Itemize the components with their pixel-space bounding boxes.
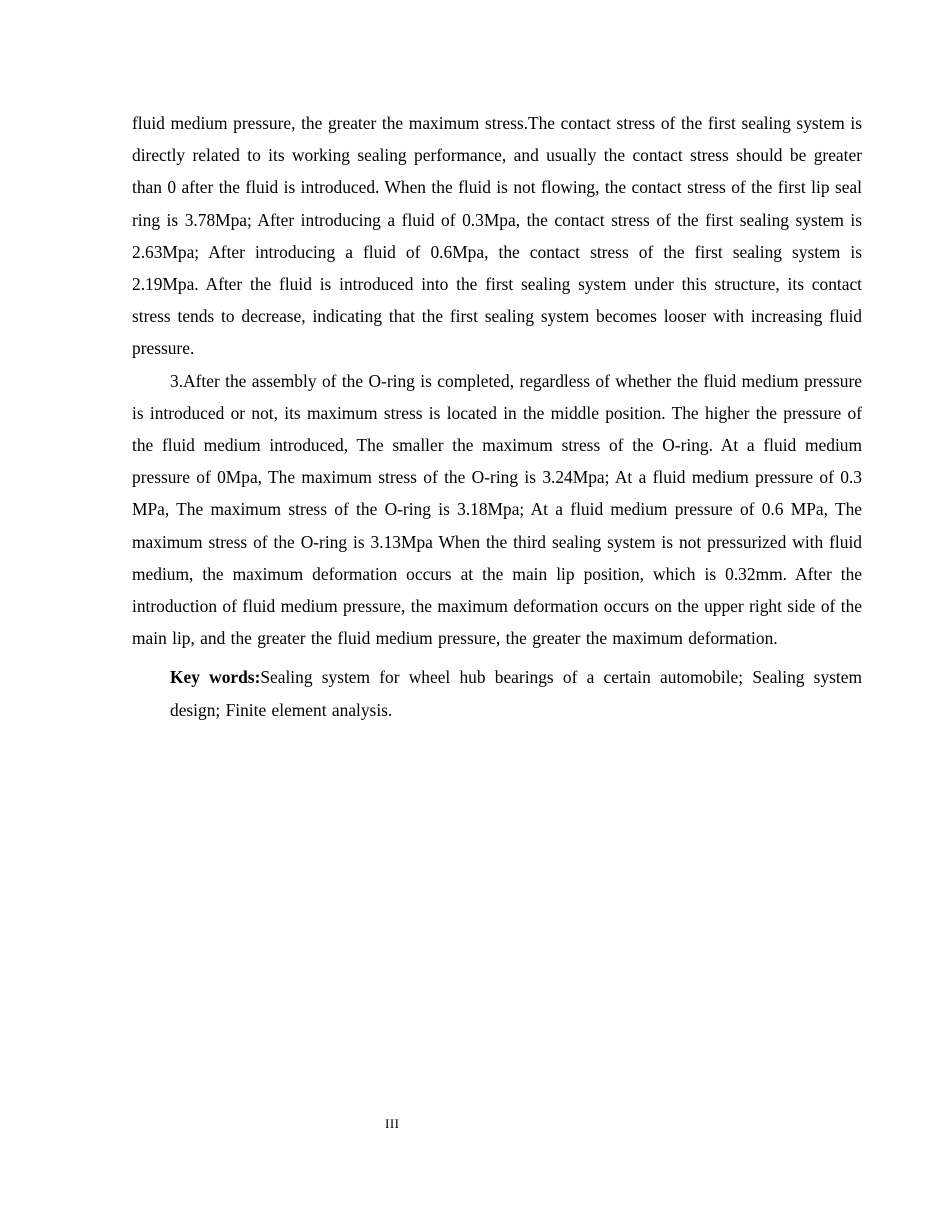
keywords-text: Sealing system for wheel hub bearings of a certain automobile; Sealing system design; Finite element analysis. xyxy=(170,667,862,720)
paragraph-fluid-pressure: fluid medium pressure, the greater the maximum stress.The contact stress of the first sealing system is directly related to its working sealing performance, and usually the contact stress should be greater than 0 after the fluid is introduced. When the fluid is not flowing, the contact stress of the first lip seal ring is 3.78Mpa; After introducing a fluid of 0.3Mpa, the contact stress of the first sealing system is 2.63Mpa; After introducing a fluid of 0.6Mpa, the contact stress of the first sealing system is 2.19Mpa. After the fluid is introduced into the first sealing system under this structure, its contact stress tends to decrease, indicating that the first sealing system becomes looser with increasing fluid pressure. xyxy=(132,113,862,359)
keywords xyxy=(170,661,862,725)
keywords-label: Key words: xyxy=(170,667,261,688)
document-body xyxy=(132,107,862,726)
page-number: III xyxy=(385,1116,400,1131)
paragraph-o-ring: 3.After the assembly of the O-ring is completed, regardless of whether the fluid medium pressure is introduced or not, its maximum stress is located in the middle position. The higher the pressure of the fluid medium introduced, The smaller the maximum stress of the O-ring. At a fluid medium pressure of 0Mpa, The maximum stress of the O-ring is 3.24Mpa; At a fluid medium pressure of 0.3 MPa, The maximum stress of the O-ring is 3.18Mpa; At a fluid medium pressure of 0.6 MPa, The maximum stress of the O-ring is 3.13Mpa When the third sealing system is not pressurized with fluid medium, the maximum deformation occurs at the main lip position, which is 0.32mm. After the introduction of fluid medium pressure, the maximum deformation occurs on the upper right side of the main lip, and the greater the fluid medium pressure, the greater the maximum deformation. xyxy=(132,370,862,649)
